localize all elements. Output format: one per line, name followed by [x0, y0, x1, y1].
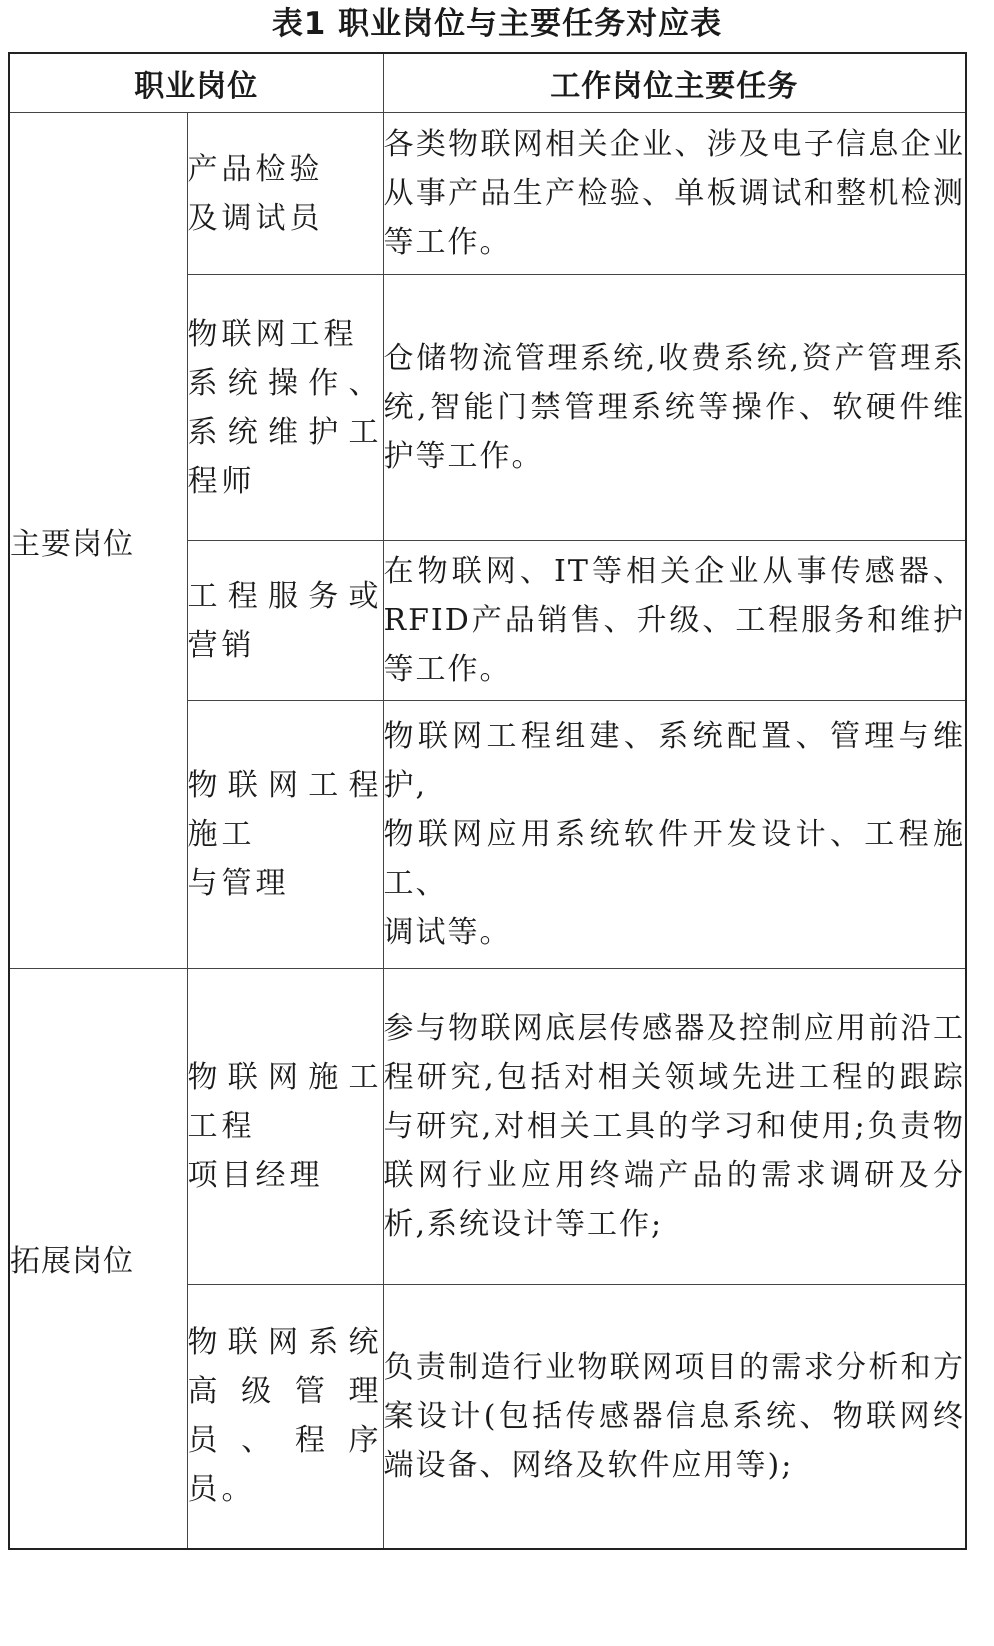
role-cell: 物联网施工工程 项目经理: [187, 969, 383, 1285]
table-row: [9, 113, 966, 275]
job-task-table: [8, 52, 967, 1550]
group-main: 主要岗位: [9, 113, 187, 969]
task-cell: 各类物联网相关企业、涉及电子信息企业从事产品生产检验、单板调试和整机检测等工作。: [383, 113, 966, 275]
role-cell: 产品检验 及调试员: [187, 113, 383, 275]
role-cell: 物联网系统高级管理员、程序员。: [187, 1285, 383, 1549]
role-cell: 物联网工程 系统操作、系统维护工程师: [187, 275, 383, 541]
table-row: [9, 969, 966, 1285]
table-header-row: [9, 53, 966, 113]
header-task: 工作岗位主要任务: [383, 53, 966, 113]
header-position: 职业岗位: [9, 53, 383, 113]
table-title: 表1 职业岗位与主要任务对应表: [271, 6, 723, 42]
role-cell: 工程服务或营销: [187, 541, 383, 701]
task-cell: 在物联网、IT等相关企业从事传感器、RFID产品销售、升级、工程服务和维护等工作。: [383, 541, 966, 701]
group-extended: 拓展岗位: [9, 969, 187, 1549]
task-cell: 仓储物流管理系统,收费系统,资产管理系统,智能门禁管理系统等操作、软硬件维护等工作。: [383, 275, 966, 541]
role-cell: 物联网工程施工 与管理: [187, 701, 383, 969]
task-cell: 参与物联网底层传感器及控制应用前沿工程研究,包括对相关领域先进工程的跟踪与研究,对相关工具的学习和使用;负责物联网行业应用终端产品的需求调研及分析,系统设计等工作;: [383, 969, 966, 1285]
task-cell: 负责制造行业物联网项目的需求分析和方案设计(包括传感器信息系统、物联网终端设备、网络及软件应用等);: [383, 1285, 966, 1549]
task-cell: 物联网工程组建、系统配置、管理与维护, 物联网应用系统软件开发设计、工程施工、 调试等。: [383, 701, 966, 969]
